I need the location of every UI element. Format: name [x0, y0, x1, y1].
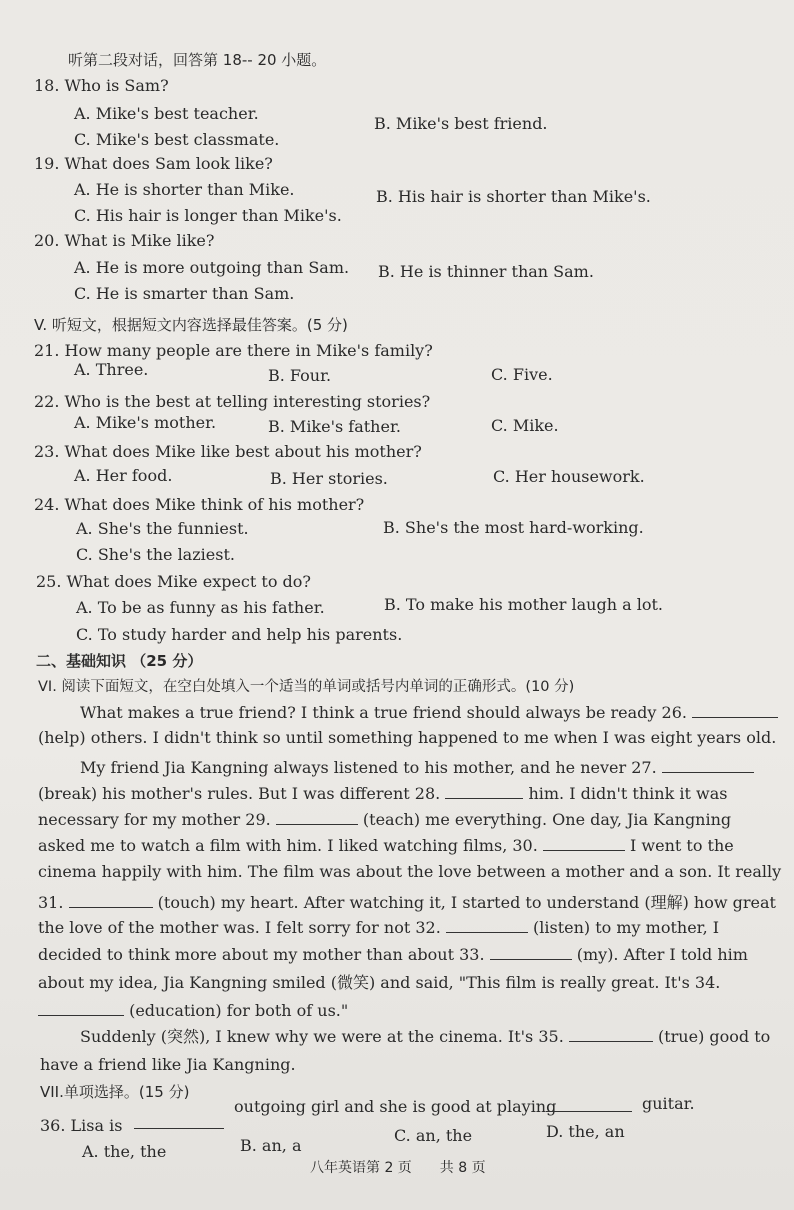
- question-22-option-c: C. Mike.: [491, 416, 559, 435]
- question-19-option-b: B. His hair is shorter than Mike's.: [376, 187, 651, 206]
- blank-35[interactable]: [569, 1027, 653, 1042]
- question-36-option-d: D. the, an: [546, 1122, 625, 1141]
- blank-36-1[interactable]: [134, 1114, 224, 1129]
- blank-31[interactable]: [69, 893, 153, 908]
- blank-27[interactable]: [662, 758, 754, 773]
- question-25-option-c: C. To study harder and help his parents.: [76, 625, 403, 644]
- passage-line-11: about my idea, Jia Kangning smiled (微笑) and said, "This film is really great. It's 34.: [38, 973, 721, 992]
- question-23-option-b: B. Her stories.: [270, 469, 388, 488]
- question-20-stem: 20. What is Mike like?: [34, 231, 215, 250]
- question-21-option-b: B. Four.: [268, 366, 332, 385]
- question-23-option-a: A. Her food.: [74, 466, 173, 485]
- page-footer: 八年英语第 2 页 共 8 页: [310, 1160, 486, 1176]
- question-36-stem-middle: outgoing girl and she is good at playing: [234, 1097, 557, 1116]
- question-25-option-b: B. To make his mother laugh a lot.: [384, 595, 663, 614]
- question-22-option-a: A. Mike's mother.: [74, 413, 217, 432]
- question-36-option-b: B. an, a: [240, 1136, 302, 1155]
- question-36-option-a: A. the, the: [82, 1142, 167, 1161]
- passage-line-13: Suddenly (突然), I knew why we were at the cinema. It's 35. (true) good to: [80, 1027, 771, 1046]
- question-18-option-a: A. Mike's best teacher.: [74, 104, 259, 123]
- passage-line-9: the love of the mother was. I felt sorry for not 32. (listen) to my mother, I: [38, 918, 720, 937]
- passage-line-10: decided to think more about my mother than about 33. (my). After I told him: [38, 945, 748, 964]
- question-18-option-c: C. Mike's best classmate.: [74, 130, 280, 149]
- passage-line-4: (break) his mother's rules. But I was different 28. him. I didn't think it was: [38, 784, 728, 803]
- question-36-stem-start: 36. Lisa is: [40, 1116, 123, 1135]
- blank-36-2[interactable]: [546, 1097, 632, 1112]
- blank-30[interactable]: [543, 836, 625, 851]
- blank-28[interactable]: [445, 784, 523, 799]
- question-22-option-b: B. Mike's father.: [268, 417, 401, 436]
- blank-34[interactable]: [38, 1001, 124, 1016]
- passage-line-2: (help) others. I didn't think so until something happened to me when I was eight years old.: [38, 728, 777, 747]
- question-21-option-a: A. Three.: [74, 360, 149, 379]
- question-21-option-c: C. Five.: [491, 365, 553, 384]
- question-24-option-b: B. She's the most hard-working.: [383, 518, 644, 537]
- passage-line-7: cinema happily with him. The film was about the love between a mother and a son. It really: [38, 862, 782, 881]
- question-18-option-b: B. Mike's best friend.: [374, 114, 548, 133]
- question-19-option-a: A. He is shorter than Mike.: [74, 180, 295, 199]
- question-24-option-a: A. She's the funniest.: [76, 519, 249, 538]
- section-2-title: 二、基础知识 （25 分）: [36, 652, 203, 670]
- blank-33[interactable]: [490, 945, 572, 960]
- question-36-stem-end: guitar.: [642, 1094, 695, 1113]
- question-24-option-c: C. She's the laziest.: [76, 545, 235, 564]
- blank-29[interactable]: [276, 810, 358, 825]
- question-20-option-c: C. He is smarter than Sam.: [74, 284, 295, 303]
- question-25-stem: 25. What does Mike expect to do?: [36, 572, 312, 591]
- question-18-stem: 18. Who is Sam?: [34, 76, 169, 95]
- passage-line-6: asked me to watch a film with him. I liked watching films, 30. I went to the: [38, 836, 734, 855]
- question-25-option-a: A. To be as funny as his father.: [76, 598, 325, 617]
- section-intro: 听第二段对话，回答第 18-- 20 小题。: [68, 51, 327, 69]
- passage-line-14: have a friend like Jia Kangning.: [40, 1055, 296, 1074]
- question-19-stem: 19. What does Sam look like?: [34, 154, 273, 173]
- blank-26[interactable]: [692, 703, 778, 718]
- part-7-title: VII.单项选择。(15 分): [40, 1083, 190, 1101]
- question-36-option-c: C. an, the: [394, 1126, 473, 1145]
- question-19-option-c: C. His hair is longer than Mike's.: [74, 206, 342, 225]
- question-20-option-b: B. He is thinner than Sam.: [378, 262, 594, 281]
- question-23-stem: 23. What does Mike like best about his mother?: [34, 442, 422, 461]
- passage-line-3: My friend Jia Kangning always listened to his mother, and he never 27.: [80, 758, 754, 778]
- passage-line-12: (education) for both of us.": [38, 1001, 348, 1021]
- part-5-title: V. 听短文，根据短文内容选择最佳答案。(5 分): [34, 316, 348, 334]
- question-21-stem: 21. How many people are there in Mike's family?: [34, 341, 433, 360]
- question-20-option-a: A. He is more outgoing than Sam.: [74, 258, 350, 277]
- passage-line-1: What makes a true friend? I think a true friend should always be ready 26.: [80, 703, 778, 723]
- passage-line-8: 31. (touch) my heart. After watching it, I started to understand (理解) how great: [38, 893, 776, 912]
- question-24-stem: 24. What does Mike think of his mother?: [34, 495, 365, 514]
- part-6-title: VI. 阅读下面短文，在空白处填入一个适当的单词或括号内单词的正确形式。(10 分): [38, 679, 575, 695]
- question-23-option-c: C. Her housework.: [493, 467, 645, 486]
- question-22-stem: 22. Who is the best at telling interesting stories?: [34, 392, 431, 411]
- passage-line-5: necessary for my mother 29. (teach) me everything. One day, Jia Kangning: [38, 810, 732, 829]
- blank-32[interactable]: [446, 918, 528, 933]
